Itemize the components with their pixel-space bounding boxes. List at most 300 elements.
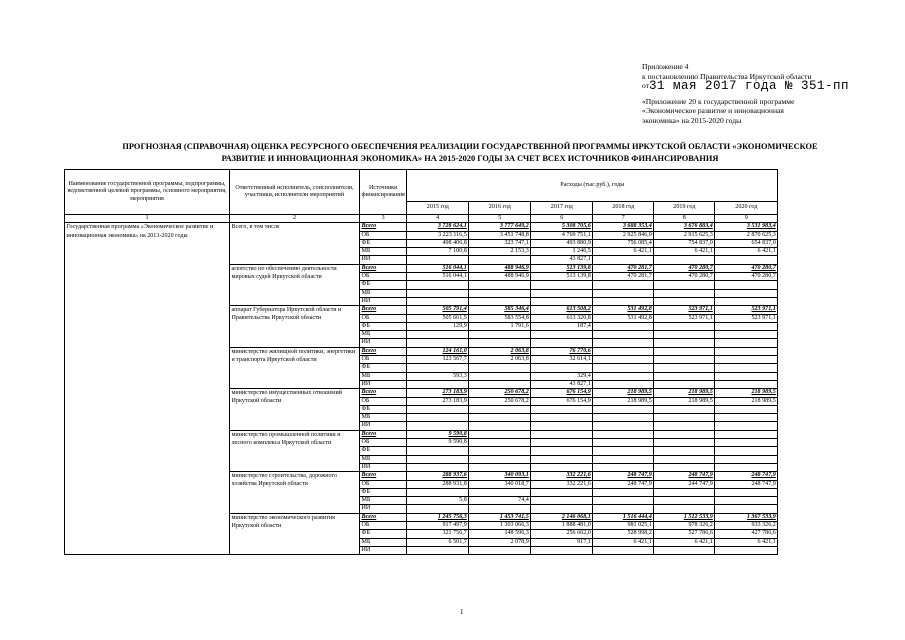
value-cell: 933 326,2 xyxy=(715,521,778,529)
responsible-cell: министерство жилищной политики, энергетики и транспорта Иркутской области xyxy=(230,347,360,388)
value-cell: 248 747,9 xyxy=(715,472,778,480)
value-cell xyxy=(593,297,654,305)
value-cell: 218 989,5 xyxy=(654,389,715,397)
value-cell: 340 018,7 xyxy=(469,480,531,488)
source-cell: МБ xyxy=(360,331,407,339)
value-cell xyxy=(654,439,715,447)
value-cell xyxy=(654,322,715,330)
value-cell: 981 025,1 xyxy=(593,521,654,529)
value-cell xyxy=(469,289,531,297)
value-cell xyxy=(593,380,654,388)
source-cell: ИИ xyxy=(360,422,407,430)
value-cell: 513 139,8 xyxy=(531,264,593,272)
value-cell: 523 971,1 xyxy=(715,306,778,314)
header-year: 2019 год xyxy=(654,202,715,215)
header-program: Наименование государственной программы, подпрограммы, ведомственной целевой программы, основного мероприятия, мероприятия xyxy=(65,170,230,215)
value-cell: 493 880,9 xyxy=(531,239,593,247)
value-cell xyxy=(593,463,654,471)
document-title xyxy=(60,141,880,164)
value-cell: 978 326,2 xyxy=(654,521,715,529)
table-row xyxy=(65,223,778,231)
value-cell: 470 280,7 xyxy=(654,273,715,281)
value-cell xyxy=(654,488,715,496)
annex-line: «Приложение 20 к государственной программе xyxy=(642,96,795,106)
value-cell: 583 554,8 xyxy=(469,314,531,322)
value-cell xyxy=(469,439,531,447)
program-name-cell: Государственная программа «Экономическое развитие и инновационная экономика» на 2013-2020 годы xyxy=(65,223,230,555)
value-cell xyxy=(407,405,469,413)
value-cell: 488 946,9 xyxy=(469,264,531,272)
value-cell: 321 756,7 xyxy=(407,530,469,538)
header-year: 2016 год xyxy=(469,202,531,215)
value-cell: 9 590,8 xyxy=(407,430,469,438)
value-cell xyxy=(531,281,593,289)
source-cell: МБ xyxy=(360,248,407,256)
source-cell: ФБ xyxy=(360,364,407,372)
value-cell xyxy=(469,463,531,471)
value-cell: 917,1 xyxy=(531,538,593,546)
value-cell: 2 063,8 xyxy=(469,347,531,355)
value-cell xyxy=(469,297,531,305)
value-cell xyxy=(531,447,593,455)
value-cell: 1 246,5 xyxy=(531,248,593,256)
value-cell xyxy=(593,414,654,422)
value-cell: 505 791,4 xyxy=(407,306,469,314)
value-cell: 470 280,7 xyxy=(654,264,715,272)
source-cell: МБ xyxy=(360,372,407,380)
header-year: 2015 год xyxy=(407,202,469,215)
value-cell: 273 183,9 xyxy=(407,389,469,397)
decree-date: 31 мая 2017 года № 351-пп xyxy=(649,79,850,94)
header-year: 2020 год xyxy=(715,202,778,215)
value-cell: 2 063,8 xyxy=(469,356,531,364)
source-cell: МБ xyxy=(360,497,407,505)
value-cell: 676 154,9 xyxy=(531,397,593,405)
value-cell: 528 998,2 xyxy=(593,530,654,538)
source-cell: Всего xyxy=(360,264,407,272)
value-cell: 1 791,6 xyxy=(469,322,531,330)
value-cell xyxy=(469,339,531,347)
value-cell: 218 989,5 xyxy=(654,397,715,405)
source-cell: ФБ xyxy=(360,281,407,289)
column-number-row xyxy=(65,215,778,223)
value-cell xyxy=(469,422,531,430)
value-cell xyxy=(407,447,469,455)
value-cell xyxy=(531,488,593,496)
value-cell: 1 888 481,0 xyxy=(531,521,593,529)
value-cell xyxy=(469,331,531,339)
value-cell: 613 508,2 xyxy=(531,306,593,314)
value-cell xyxy=(715,497,778,505)
value-cell: 129,9 xyxy=(407,322,469,330)
value-cell xyxy=(593,289,654,297)
source-cell: ИИ xyxy=(360,546,407,554)
value-cell xyxy=(715,339,778,347)
value-cell xyxy=(593,331,654,339)
value-cell: 2 146 068,1 xyxy=(531,513,593,521)
value-cell xyxy=(715,347,778,355)
column-number: 6 xyxy=(531,215,593,223)
value-cell xyxy=(715,322,778,330)
resource-table xyxy=(64,169,778,555)
value-cell xyxy=(469,364,531,372)
value-cell: 7 100,8 xyxy=(407,248,469,256)
value-cell: 256 662,0 xyxy=(531,530,593,538)
value-cell xyxy=(654,380,715,388)
annex-line: экономика» на 2015-2020 годы xyxy=(642,115,742,125)
source-cell: ОБ xyxy=(360,480,407,488)
value-cell: 332 221,6 xyxy=(531,480,593,488)
value-cell: 6 421,1 xyxy=(715,538,778,546)
value-cell: 250 678,2 xyxy=(469,397,531,405)
value-cell xyxy=(531,297,593,305)
column-number: 7 xyxy=(593,215,654,223)
column-number: 3 xyxy=(360,215,407,223)
title-line: РАЗВИТИЕ И ИННОВАЦИОННАЯ ЭКОНОМИКА» НА 2015-2020 ГОДЫ ЗА СЧЕТ ВСЕХ ИСТОЧНИКОВ ФИНАНСИРОВАНИЯ xyxy=(221,153,719,163)
value-cell: 754 837,0 xyxy=(654,239,715,247)
value-cell: 1 516 444,4 xyxy=(593,513,654,521)
header-responsible: Ответственный исполнитель, соисполнители, участники, исполнители мероприятий xyxy=(230,170,360,215)
value-cell xyxy=(593,447,654,455)
value-cell xyxy=(715,289,778,297)
value-cell xyxy=(593,281,654,289)
source-cell: ОБ xyxy=(360,521,407,529)
value-cell xyxy=(407,256,469,264)
value-cell xyxy=(654,497,715,505)
value-cell xyxy=(654,414,715,422)
value-cell: 248 747,9 xyxy=(715,480,778,488)
value-cell xyxy=(654,297,715,305)
source-cell: Всего xyxy=(360,306,407,314)
value-cell xyxy=(715,505,778,513)
value-cell xyxy=(715,297,778,305)
value-cell xyxy=(654,546,715,554)
value-cell xyxy=(654,339,715,347)
value-cell: 2 153,3 xyxy=(469,248,531,256)
value-cell xyxy=(654,331,715,339)
source-cell: Всего xyxy=(360,513,407,521)
value-cell: 470 281,7 xyxy=(593,273,654,281)
value-cell: 1 303 066,3 xyxy=(469,521,531,529)
value-cell: 2 078,9 xyxy=(469,538,531,546)
value-cell: 43 827,1 xyxy=(531,256,593,264)
source-cell: ФБ xyxy=(360,447,407,455)
value-cell xyxy=(531,414,593,422)
value-cell xyxy=(407,422,469,430)
source-cell: ОБ xyxy=(360,397,407,405)
value-cell: 248 747,9 xyxy=(593,480,654,488)
value-cell xyxy=(469,505,531,513)
value-cell xyxy=(407,463,469,471)
value-cell xyxy=(593,372,654,380)
source-cell: ИИ xyxy=(360,297,407,305)
column-number: 9 xyxy=(715,215,778,223)
value-cell xyxy=(469,372,531,380)
source-cell: МБ xyxy=(360,538,407,546)
source-cell: ОБ xyxy=(360,439,407,447)
value-cell: 6 421,1 xyxy=(593,248,654,256)
value-cell xyxy=(654,372,715,380)
value-cell: 523 971,1 xyxy=(715,314,778,322)
value-cell: 124 161,0 xyxy=(407,347,469,355)
value-cell xyxy=(593,256,654,264)
value-cell: 527 786,6 xyxy=(654,530,715,538)
value-cell xyxy=(469,430,531,438)
value-cell: 273 183,9 xyxy=(407,397,469,405)
value-cell xyxy=(654,281,715,289)
responsible-cell: министерство имущественных отношений Иркутской области xyxy=(230,389,360,430)
responsible-cell: министерство промышленной политики и лесного комплекса Иркутской области xyxy=(230,430,360,471)
value-cell xyxy=(593,430,654,438)
date-prefix: от xyxy=(642,81,650,91)
column-number: 5 xyxy=(469,215,531,223)
value-cell xyxy=(654,356,715,364)
value-cell xyxy=(654,405,715,413)
value-cell: 6 421,1 xyxy=(593,538,654,546)
value-cell xyxy=(715,430,778,438)
source-cell: ОБ xyxy=(360,231,407,239)
value-cell: 1 453 741,5 xyxy=(469,513,531,521)
source-cell: Всего xyxy=(360,223,407,231)
value-cell: 244 747,9 xyxy=(654,480,715,488)
value-cell xyxy=(407,331,469,339)
value-cell: 3 223 116,5 xyxy=(407,231,469,239)
source-cell: ОБ xyxy=(360,356,407,364)
source-cell: ФБ xyxy=(360,530,407,538)
value-cell xyxy=(593,497,654,505)
value-cell xyxy=(593,364,654,372)
value-cell xyxy=(654,347,715,355)
value-cell: 756 085,4 xyxy=(593,239,654,247)
value-cell xyxy=(715,364,778,372)
source-cell: Всего xyxy=(360,430,407,438)
value-cell: 9 590,8 xyxy=(407,439,469,447)
value-cell xyxy=(407,505,469,513)
value-cell xyxy=(715,455,778,463)
value-cell: 218 989,5 xyxy=(715,397,778,405)
value-cell xyxy=(531,364,593,372)
value-cell xyxy=(531,505,593,513)
source-cell: ФБ xyxy=(360,239,407,247)
value-cell xyxy=(407,289,469,297)
value-cell: 1 367 533,9 xyxy=(715,513,778,521)
value-cell: 218 989,5 xyxy=(715,389,778,397)
value-cell xyxy=(531,463,593,471)
value-cell xyxy=(407,414,469,422)
value-cell: 4 769 751,1 xyxy=(531,231,593,239)
responsible-cell: Всего, в том числе xyxy=(230,223,360,264)
value-cell xyxy=(531,455,593,463)
value-cell xyxy=(715,447,778,455)
value-cell: 76 770,6 xyxy=(531,347,593,355)
annex-line: к постановлению Правительства Иркутской области xyxy=(642,71,812,81)
value-cell: 2 915 625,3 xyxy=(654,231,715,239)
value-cell xyxy=(715,439,778,447)
source-cell: ФБ xyxy=(360,405,407,413)
value-cell xyxy=(469,405,531,413)
source-cell: ОБ xyxy=(360,273,407,281)
value-cell xyxy=(654,463,715,471)
value-cell xyxy=(715,422,778,430)
value-cell xyxy=(407,546,469,554)
value-cell xyxy=(593,439,654,447)
table-body xyxy=(65,215,778,555)
column-number: 8 xyxy=(654,215,715,223)
value-cell: 3 451 748,8 xyxy=(469,231,531,239)
value-cell xyxy=(654,364,715,372)
value-cell xyxy=(531,497,593,505)
value-cell: 488 946,9 xyxy=(469,273,531,281)
source-cell: Всего xyxy=(360,472,407,480)
value-cell xyxy=(469,281,531,289)
column-number: 4 xyxy=(407,215,469,223)
value-cell: 676 154,9 xyxy=(531,389,593,397)
source-cell: ИИ xyxy=(360,380,407,388)
value-cell xyxy=(469,488,531,496)
source-cell: Всего xyxy=(360,347,407,355)
value-cell xyxy=(407,488,469,496)
value-cell: 288 931,8 xyxy=(407,480,469,488)
value-cell xyxy=(715,356,778,364)
value-cell: 6 421,1 xyxy=(654,538,715,546)
value-cell xyxy=(593,546,654,554)
value-cell: 74,4 xyxy=(469,497,531,505)
header-year: 2018 год xyxy=(593,202,654,215)
value-cell xyxy=(531,430,593,438)
value-cell: 5 308 705,6 xyxy=(531,223,593,231)
value-cell xyxy=(531,339,593,347)
source-cell: ФБ xyxy=(360,322,407,330)
value-cell: 1 512 533,9 xyxy=(654,513,715,521)
value-cell xyxy=(715,463,778,471)
responsible-cell: аппарат Губернатора Иркутской области и Правительства Иркутской области xyxy=(230,306,360,347)
value-cell xyxy=(407,380,469,388)
value-cell: 148 596,3 xyxy=(469,530,531,538)
annex-block xyxy=(642,62,887,126)
value-cell: 917 497,9 xyxy=(407,521,469,529)
value-cell: 516 044,1 xyxy=(407,273,469,281)
value-cell: 187,4 xyxy=(531,322,593,330)
value-cell: 505 661,5 xyxy=(407,314,469,322)
value-cell xyxy=(469,546,531,554)
value-cell: 5,8 xyxy=(407,497,469,505)
value-cell xyxy=(654,430,715,438)
source-cell: МБ xyxy=(360,289,407,297)
value-cell: 470 280,7 xyxy=(715,273,778,281)
value-cell: 123 567,7 xyxy=(407,356,469,364)
annex-line: «Экономическое развитие и инновационная xyxy=(642,106,784,116)
header-year: 2017 год xyxy=(531,202,593,215)
value-cell: 3 676 883,4 xyxy=(654,223,715,231)
value-cell: 516 044,1 xyxy=(407,264,469,272)
value-cell: 470 281,7 xyxy=(593,264,654,272)
title-line: ПРОГНОЗНАЯ (СПРАВОЧНАЯ) ОЦЕНКА РЕСУРСНОГО ОБЕСПЕЧЕНИЯ РЕАЛИЗАЦИИ ГОСУДАРСТВЕННОЙ ПРОГРАММЫ ИРКУТСКОЙ ОБЛАСТИ «ЭКОНОМИЧЕСКОЕ xyxy=(122,142,818,151)
column-number: 1 xyxy=(65,215,230,223)
value-cell xyxy=(715,405,778,413)
value-cell: 32 614,1 xyxy=(531,356,593,364)
value-cell xyxy=(654,455,715,463)
value-cell: 3 688 353,4 xyxy=(593,223,654,231)
source-cell: ИИ xyxy=(360,339,407,347)
responsible-cell: министерство строительства, дорожного хозяйства Иркутской области xyxy=(230,472,360,513)
value-cell xyxy=(715,256,778,264)
value-cell xyxy=(654,505,715,513)
source-cell: Всего xyxy=(360,389,407,397)
value-cell xyxy=(407,297,469,305)
value-cell: 523 971,1 xyxy=(654,306,715,314)
value-cell: 329,4 xyxy=(531,372,593,380)
source-cell: ОБ xyxy=(360,314,407,322)
value-cell: 2 870 625,3 xyxy=(715,231,778,239)
responsible-cell: министерство экономического развития Иркутской области xyxy=(230,513,360,554)
decree-line xyxy=(642,81,887,92)
value-cell: 218 989,5 xyxy=(593,389,654,397)
value-cell xyxy=(531,439,593,447)
value-cell: 332 221,6 xyxy=(531,472,593,480)
value-cell xyxy=(715,380,778,388)
value-cell xyxy=(593,488,654,496)
value-cell: 531 492,8 xyxy=(593,306,654,314)
column-number: 2 xyxy=(230,215,360,223)
value-cell xyxy=(654,256,715,264)
value-cell: 3 777 649,2 xyxy=(469,223,531,231)
value-cell: 585 346,4 xyxy=(469,306,531,314)
value-cell: 250 678,2 xyxy=(469,389,531,397)
value-cell xyxy=(469,447,531,455)
value-cell xyxy=(715,546,778,554)
page-number: 1 xyxy=(460,608,464,616)
value-cell xyxy=(715,372,778,380)
value-cell xyxy=(654,422,715,430)
value-cell xyxy=(407,364,469,372)
value-cell: 218 989,5 xyxy=(593,397,654,405)
value-cell xyxy=(654,289,715,297)
value-cell: 593,3 xyxy=(407,372,469,380)
source-cell: ИИ xyxy=(360,463,407,471)
value-cell xyxy=(593,505,654,513)
value-cell: 1 245 756,3 xyxy=(407,513,469,521)
value-cell: 323 747,1 xyxy=(469,239,531,247)
value-cell: 654 837,0 xyxy=(715,239,778,247)
value-cell: 613 320,8 xyxy=(531,314,593,322)
value-cell: 513 139,8 xyxy=(531,273,593,281)
value-cell: 248 747,9 xyxy=(593,472,654,480)
source-cell: МБ xyxy=(360,414,407,422)
value-cell: 43 827,1 xyxy=(531,380,593,388)
value-cell: 6 421,1 xyxy=(715,248,778,256)
source-cell: МБ xyxy=(360,455,407,463)
value-cell xyxy=(469,455,531,463)
header-source: Источники финансирования xyxy=(360,170,407,215)
value-cell: 531 492,8 xyxy=(593,314,654,322)
value-cell xyxy=(715,281,778,289)
value-cell xyxy=(715,488,778,496)
value-cell xyxy=(593,356,654,364)
value-cell xyxy=(593,405,654,413)
value-cell xyxy=(593,347,654,355)
value-cell xyxy=(715,331,778,339)
value-cell: 523 971,1 xyxy=(654,314,715,322)
value-cell xyxy=(715,414,778,422)
value-cell xyxy=(593,422,654,430)
value-cell: 3 531 983,4 xyxy=(715,223,778,231)
value-cell xyxy=(407,339,469,347)
value-cell: 470 280,7 xyxy=(715,264,778,272)
responsible-cell: агентство по обеспечению деятельности мировых судей Иркутской области xyxy=(230,264,360,305)
value-cell xyxy=(469,414,531,422)
value-cell xyxy=(531,546,593,554)
value-cell: 3 728 624,1 xyxy=(407,223,469,231)
